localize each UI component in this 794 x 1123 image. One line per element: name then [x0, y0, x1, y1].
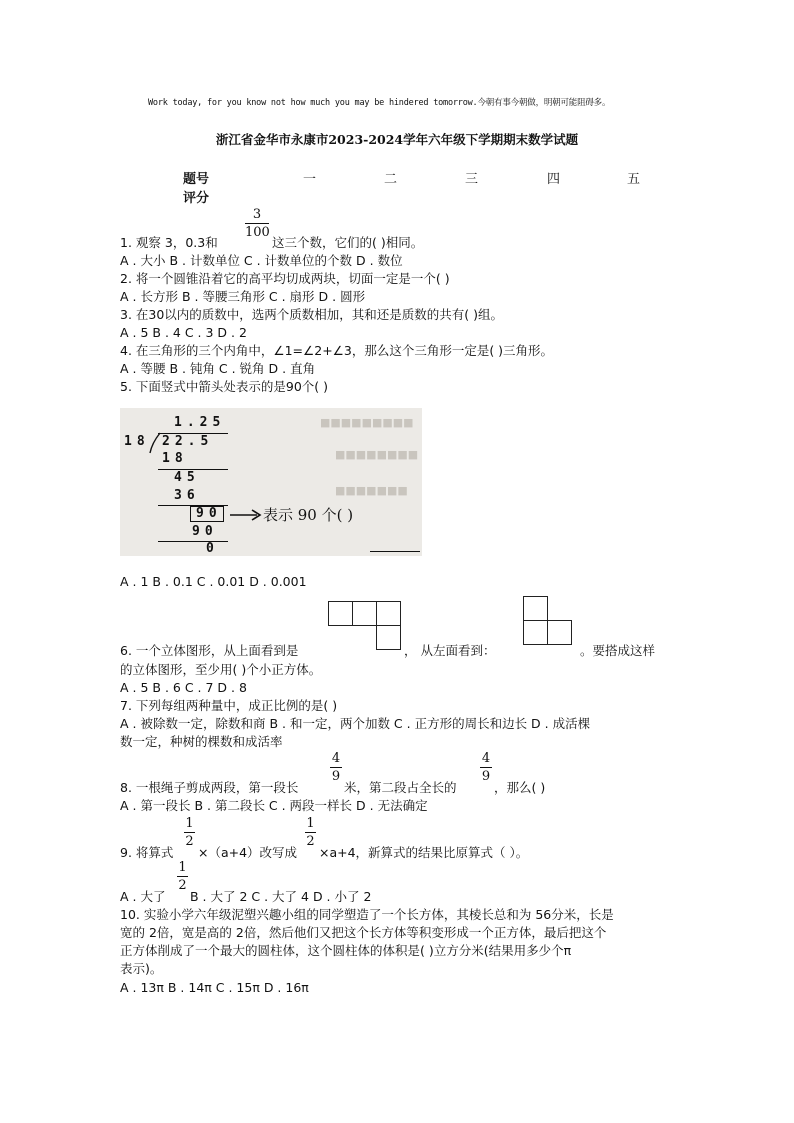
division-step-2: 45 [174, 470, 200, 485]
q3-options: A . 5 B . 4 C . 3 D . 2 [120, 325, 247, 340]
score-table-row1-label: 题号 [183, 172, 210, 187]
q9-option-a: A . 大了 [120, 889, 166, 904]
q8-options: A . 第一段长 B . 第二段长 C . 两段一样长 D . 无法确定 [120, 798, 428, 813]
q1-fraction [245, 207, 269, 240]
q9-fraction-2-numerator: 1 [306, 816, 315, 831]
q6-text-a: 6. 一个立体图形，从上面看到是 [120, 643, 299, 658]
score-table-row2-label: 评分 [183, 191, 210, 206]
division-step-5: 90 [192, 524, 218, 539]
score-table-col-1: 一 [303, 172, 317, 187]
q7-options-line1: A . 被除数一定，除数和商 B . 和一定，两个加数 C . 正方形的周长和边长 D . 成活棵 [120, 716, 591, 731]
division-bracket [148, 432, 162, 454]
q9-fraction-2-denominator: 2 [306, 834, 315, 849]
q2-options: A . 长方形 B . 等腰三角形 C . 扇形 D . 圆形 [120, 289, 366, 304]
division-step-3: 36 [174, 488, 200, 503]
q9-fraction-3-numerator: 1 [178, 860, 187, 875]
q8-text-b: 米，第二段占全长的 [344, 780, 457, 795]
q6-text-c: 。要搭成这样 [580, 643, 656, 658]
q7-options-line2: 数一定，种树的棵数和成活率 [120, 734, 283, 749]
page-title: 浙江省金华市永康市2023-2024学年六年级下学期期末数学试题 [215, 132, 579, 147]
score-table-col-5: 五 [627, 172, 641, 187]
division-step-1: 18 [162, 451, 188, 466]
ghost-text: ■■■■■■■■ [335, 448, 419, 461]
q4-options: A . 等腰 B . 钝角 C . 锐角 D . 直角 [120, 361, 316, 376]
motto-line: Work today, for you know not how much you may be hindered tomorrow.今朝有事今朝做，明朝可能阻碍多。 [148, 98, 611, 108]
q10-line-1: 10. 实验小学六年级泥塑兴趣小组的同学塑造了一个长方体，其棱长总和为 56分米，长是 [120, 907, 614, 922]
q8-fraction-1 [330, 751, 342, 784]
q10-line-4: 表示)。 [120, 961, 163, 976]
long-division-figure [120, 408, 422, 556]
q9-text-c: ×a+4，新算式的结果比原算式（ ）。 [319, 845, 529, 860]
score-table-col-4: 四 [547, 172, 561, 187]
q5-options: A . 1 B . 0.1 C . 0.01 D . 0.001 [120, 574, 307, 589]
q9-fraction-1-numerator: 1 [185, 816, 194, 831]
q7-text: 7. 下列每组两种量中，成正比例的是( ) [120, 698, 338, 713]
q10-line-2: 宽的 2倍，宽是高的 2倍，然后他们又把这个长方体等积变形成一个正方体，最后把这个 [120, 925, 607, 940]
q1-text-after: 这三个数，它们的( )相同。 [272, 235, 424, 250]
score-table-col-3: 三 [465, 172, 479, 187]
division-divisor: 18 [124, 434, 150, 449]
q9-fraction-1-denominator: 2 [185, 834, 194, 849]
division-quotient: 1.25 [174, 415, 226, 430]
q4-text: 4. 在三角形的三个内角中，∠1=∠2+∠3，那么这个三角形一定是( )三角形。 [120, 343, 554, 358]
q1-text-before: 1. 观察 3，0.3和 [120, 235, 218, 250]
q1-fraction-numerator: 3 [252, 207, 262, 222]
q8-text-a: 8. 一根绳子剪成两段，第一段长 [120, 780, 299, 795]
q10-line-3: 正方体削成了一个最大的圆柱体，这个圆柱体的体积是( )立方分米(结果用多少个π [120, 943, 572, 958]
q9-text-b: ×（a+4）改写成 [198, 845, 298, 860]
q8-fraction-2-denominator: 9 [481, 769, 491, 784]
q8-fraction-2 [480, 751, 492, 784]
division-step-4: 90 [196, 506, 222, 521]
q6-options: A . 5 B . 6 C . 7 D . 8 [120, 680, 247, 695]
division-dividend: 22.5 [162, 434, 214, 449]
q6-text-b: ， 从左面看到： [404, 643, 496, 658]
q8-fraction-1-numerator: 4 [331, 751, 341, 766]
ghost-text: ■■■■■■■■■ [320, 416, 414, 429]
q1-options: A . 大小 B . 计数单位 C . 计数单位的个数 D . 数位 [120, 253, 403, 268]
division-arrow-label: 表示 90 个( ) [263, 506, 354, 524]
arrow-right-icon [230, 509, 262, 521]
q9-fraction-3-denominator: 2 [178, 878, 187, 893]
q8-fraction-2-numerator: 4 [481, 751, 491, 766]
q6-text-line2: 的立体图形，至少用( )个小正方体。 [120, 662, 322, 677]
q8-text-c: ，那么( ) [494, 780, 546, 795]
q8-fraction-1-denominator: 9 [331, 769, 341, 784]
q9-text-a: 9. 将算式 [120, 845, 174, 860]
q5-text: 5. 下面竖式中箭头处表示的是90个( ) [120, 379, 329, 394]
q9-fraction-1 [184, 816, 195, 849]
q10-options: A . 13π B . 14π C . 15π D . 16π [120, 980, 309, 995]
q3-text: 3. 在30以内的质数中，选两个质数相加，其和还是质数的共有( )组。 [120, 307, 504, 322]
division-remainder: 0 [206, 541, 219, 556]
ghost-text: ■■■■■■■ [335, 484, 408, 497]
q9-fraction-2 [305, 816, 316, 849]
q2-text: 2. 将一个圆锥沿着它的高平均切成两块，切面一定是一个( ) [120, 271, 450, 286]
q9-options-rest: B . 大了 2 C . 大了 4 D . 小了 2 [190, 889, 372, 904]
q1-fraction-denominator: 100 [245, 225, 270, 240]
score-table-col-2: 二 [384, 172, 398, 187]
q9-fraction-3 [177, 860, 188, 893]
